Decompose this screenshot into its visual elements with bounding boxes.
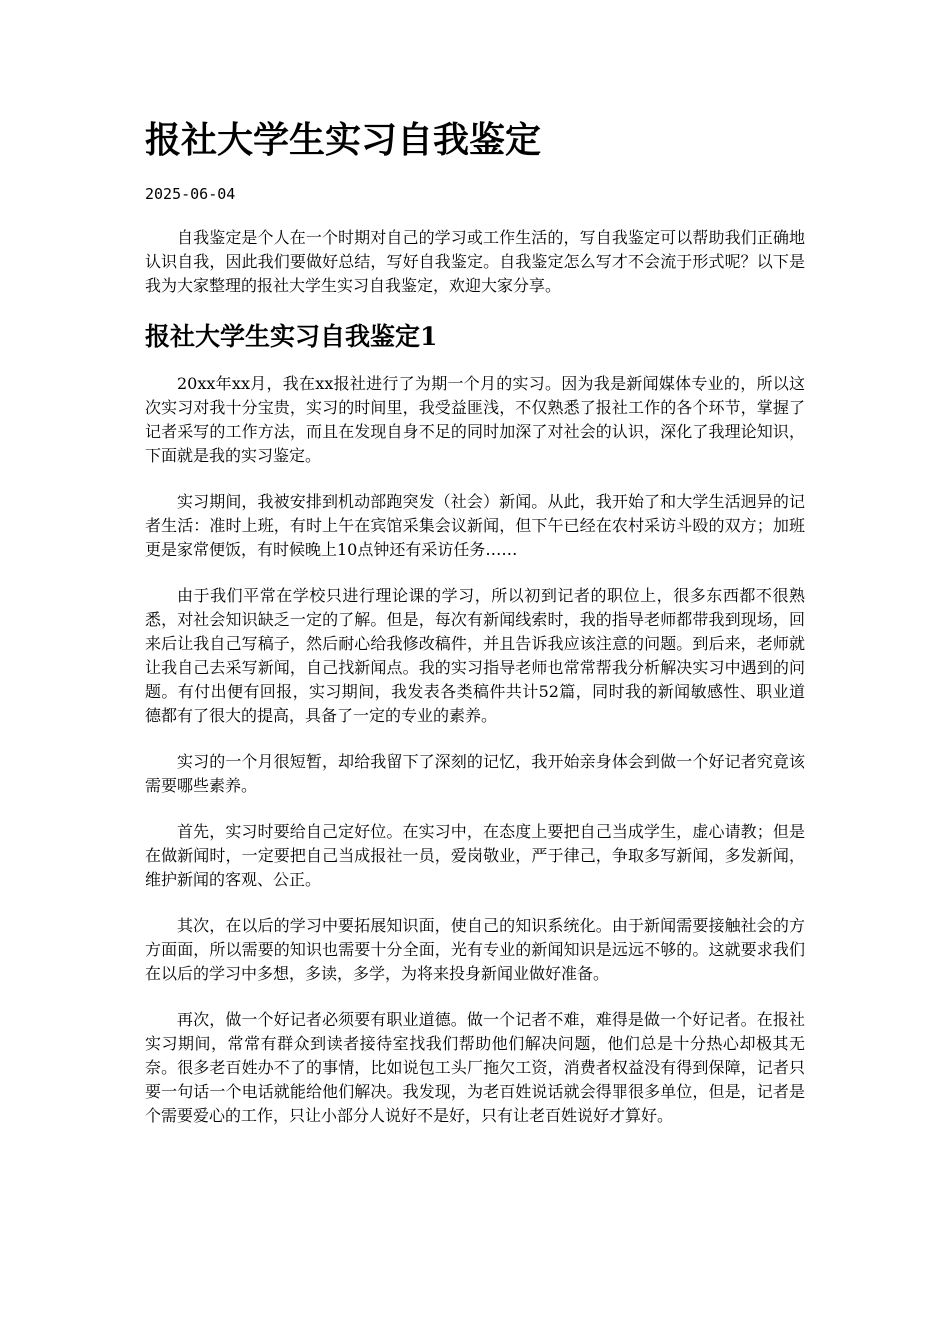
article-body [145,226,805,1150]
body-paragraph: 首先，实习时要给自己定好位。在实习中，在态度上要把自己当成学生，虚心请教；但是在做新闻时，一定要把自己当成报社一员，爱岗敬业，严于律己，争取多写新闻，多发新闻，维护新闻的客观、公正。 [145,822,805,889]
body-paragraph: 再次，做一个好记者必须要有职业道德。做一个记者不难，难得是做一个好记者。在报社实习期间，常常有群众到读者接待室找我们帮助他们解决问题，他们总是十分热心却极其无奈。很多老百姓办不了的事情，比如说包工头厂拖欠工资，消费者权益没有得到保障，记者只要一句话一个电话就能给他们解决。我发现，为老百姓说话就会得罪很多单位，但是，记者是个需要爱心的工作，只让小部分人说好不是好，只有让老百姓说好才算好。 [145,1010,805,1125]
page-title: 报社大学生实习自我鉴定 [145,119,542,161]
body-paragraph: 由于我们平常在学校只进行理论课的学习，所以初到记者的职位上，很多东西都不很熟悉，对社会知识缺乏一定的了解。但是，每次有新闻线索时，我的指导老师都带我到现场，回来后让我自己写稿子，然后耐心给我修改稿件，并且告诉我应该注意的问题。到后来，老师就让我自己去采写新闻，自己找新闻点。我的实习指导老师也常常帮我分析解决实习中遇到的问题。有付出便有回报，实习期间，我发表各类稿件共计52篇，同时我的新闻敏感性、职业道德都有了很大的提高，具备了一定的专业的素养。 [145,586,805,725]
publish-date: 2025-06-04 [145,185,236,203]
intro-paragraph: 自我鉴定是个人在一个时期对自己的学习或工作生活的，写自我鉴定可以帮助我们正确地认识自我，因此我们要做好总结，写好自我鉴定。自我鉴定怎么写才不会流于形式呢？以下是我为大家整理的报社大学生实习自我鉴定，欢迎大家分享。 [145,228,805,295]
body-paragraph: 其次，在以后的学习中要拓展知识面，使自己的知识系统化。由于新闻需要接触社会的方方面面，所以需要的知识也需要十分全面，光有专业的新闻知识是远远不够的。这就要求我们在以后的学习中多想，多读，多学，为将来投身新闻业做好准备。 [145,916,805,983]
body-paragraph: 实习的一个月很短暂，却给我留下了深刻的记忆，我开始亲身体会到做一个好记者究竟该需要哪些素养。 [145,752,805,795]
section-heading: 报社大学生实习自我鉴定1 [145,322,438,351]
body-paragraph: 实习期间，我被安排到机动部跑突发（社会）新闻。从此，我开始了和大学生活迥异的记者生活：准时上班，有时上午在宾馆采集会议新闻，但下午已经在农村采访斗殴的双方；加班更是家常便饭，有时候晚上10点钟还有采访任务…… [145,492,805,559]
body-paragraph: 20xx年xx月，我在xx报社进行了为期一个月的实习。因为我是新闻媒体专业的，所以这次实习对我十分宝贵，实习的时间里，我受益匪浅，不仅熟悉了报社工作的各个环节，掌握了记者采写的工作方法，而且在发现自身不足的同时加深了对社会的认识，深化了我理论知识，下面就是我的实习鉴定。 [145,374,805,465]
